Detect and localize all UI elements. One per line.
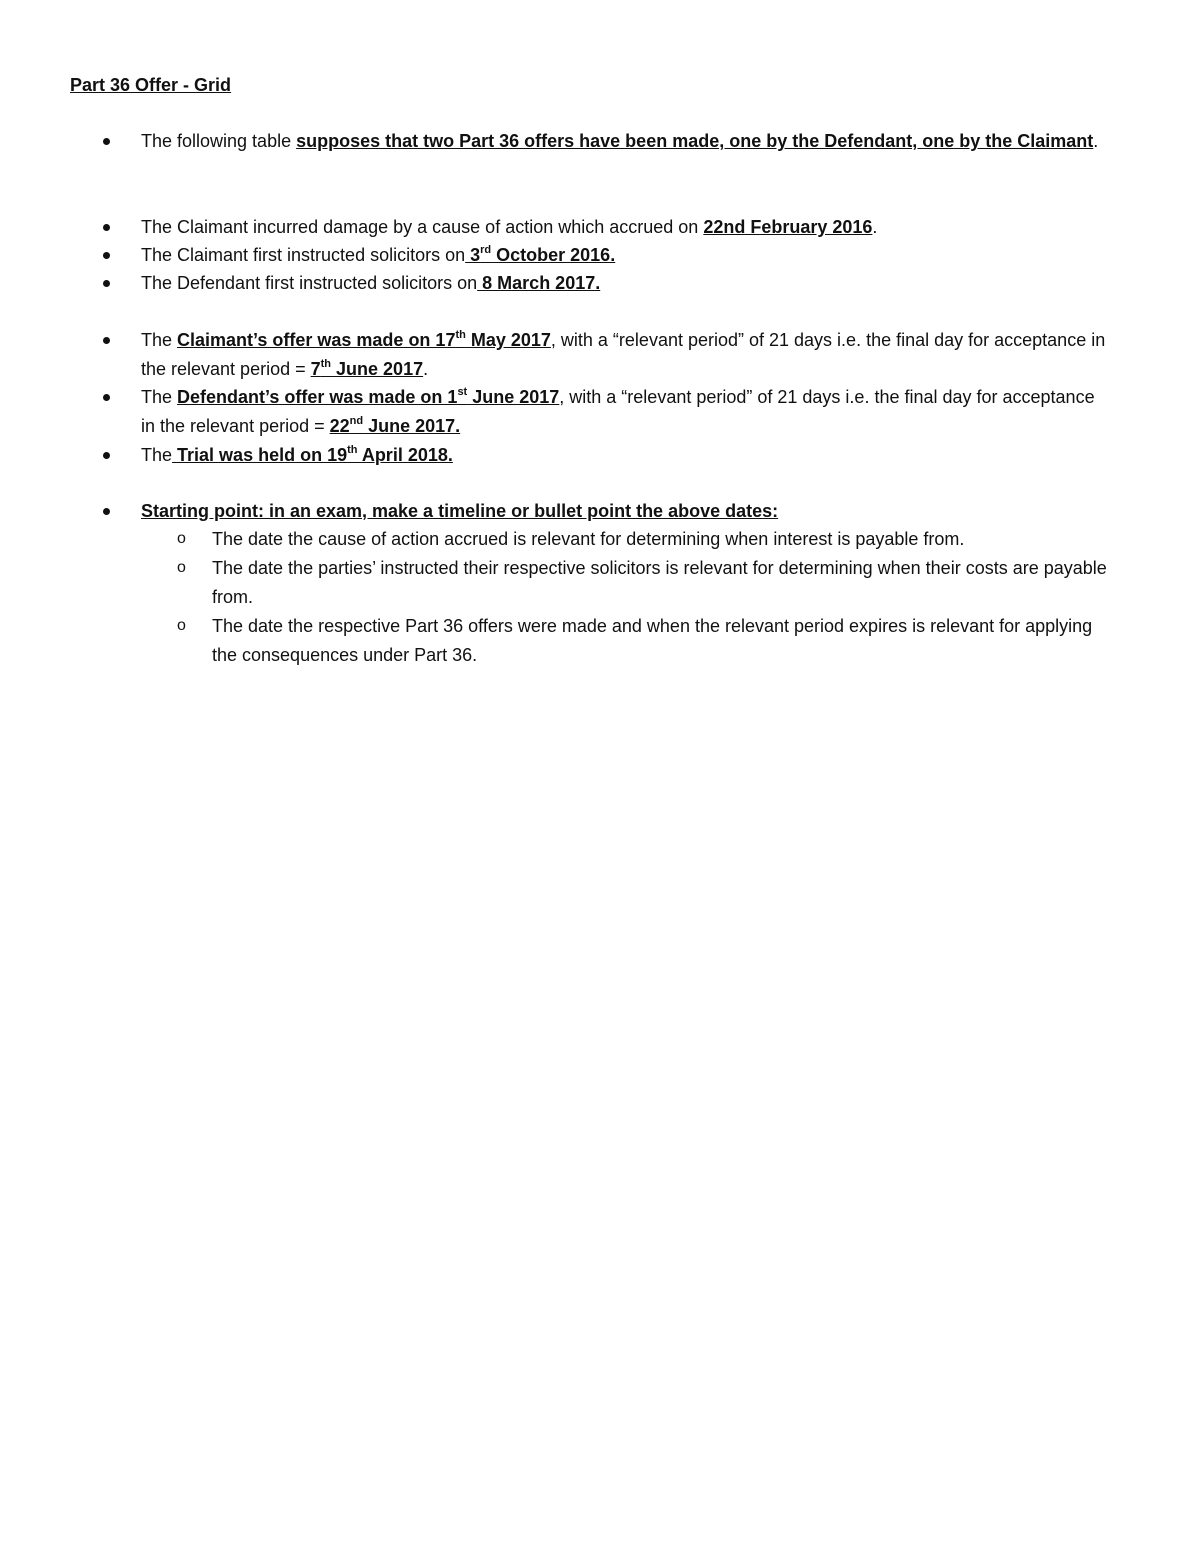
item-emphasis (177, 387, 559, 407)
date-suffix: th (320, 357, 332, 370)
item-text: The following table (141, 131, 297, 151)
date-suffix: nd (349, 414, 364, 427)
date-suffix: rd (480, 244, 492, 256)
list-item (141, 441, 1111, 470)
bullet-dot-icon (103, 280, 110, 287)
date-day: 3 (465, 245, 481, 265)
item-text: The (141, 387, 178, 407)
date-rest: October 2016. (491, 245, 616, 265)
sub-list-item (177, 612, 1112, 669)
offer-text: Claimant’s offer was made on 17 (177, 330, 456, 350)
bullet-dot-icon (103, 394, 110, 401)
sub-item-text: The date the respective Part 36 offers were made and when the relevant period expires is relevant for applying the consequences under Part 36. (212, 616, 1093, 665)
circle-bullet-icon: o (177, 559, 186, 576)
item-emphasis (177, 330, 551, 350)
item-emphasis: supposes that two Part 36 offers have been made, one by the Defendant, one by the Claimant (296, 131, 1094, 151)
item-emphasis (172, 445, 453, 465)
date-suffix: st (457, 386, 468, 398)
item-text: . (423, 358, 429, 379)
bullet-dot-icon (103, 138, 110, 145)
list-item (141, 241, 1111, 270)
list-item (141, 269, 1111, 298)
item-text: The (141, 445, 173, 465)
item-text: The Defendant first instructed solicitors on (141, 273, 478, 293)
offer-date: June 2017 (467, 387, 560, 407)
sub-list-item (177, 554, 1112, 611)
item-emphasis: 8 March 2017. (477, 273, 601, 293)
circle-bullet-icon: o (177, 617, 186, 634)
date-day: 22 (329, 415, 350, 436)
item-text: The (141, 330, 178, 350)
sub-item-text: The date the cause of action accrued is relevant for determining when interest is payable from. (212, 529, 965, 549)
circle-bullet-icon: o (177, 530, 186, 547)
item-emphasis (465, 245, 615, 265)
list-item (141, 497, 1111, 526)
document-title: Part 36 Offer - Grid (70, 75, 232, 95)
date-suffix: th (455, 329, 466, 341)
list-item (141, 213, 1111, 242)
date-day: 7 (310, 358, 321, 379)
bullet-dot-icon (103, 452, 110, 459)
date-suffix: th (347, 444, 358, 456)
bullet-dot-icon (103, 508, 110, 515)
offer-text: Defendant’s offer was made on 1 (177, 387, 458, 407)
item-text: The Claimant incurred damage by a cause of action which accrued on (141, 217, 704, 237)
offer-date: May 2017 (465, 330, 551, 350)
list-item (141, 383, 1111, 440)
bullet-dot-icon (103, 337, 110, 344)
trial-date: April 2018. (357, 445, 453, 465)
sub-list-item (177, 525, 1112, 554)
item-emphasis: 22nd February 2016 (703, 217, 873, 237)
item-text: , with a “relevant period” of 21 days i.e. the final day for acceptance in the relevant period = (141, 387, 1095, 436)
item-emphasis: Starting point: in an exam, make a timeline or bullet point the above dates: (141, 501, 779, 521)
trial-text: Trial was held on 19 (172, 445, 348, 465)
list-item (141, 127, 1111, 156)
item-text: . (872, 217, 878, 237)
item-emphasis (330, 416, 461, 436)
date-rest: June 2017. (363, 415, 461, 436)
bullet-dot-icon (103, 252, 110, 259)
item-text: . (1093, 131, 1099, 151)
item-text: , with a “relevant period” of 21 days i.e. the final day for acceptance in the relevant period = (141, 330, 1106, 379)
item-text: The Claimant first instructed solicitors on (141, 245, 466, 265)
sub-item-text: The date the parties’ instructed their respective solicitors is relevant for determining when their costs are payable from. (212, 558, 1107, 607)
list-item (141, 326, 1111, 383)
item-emphasis (311, 359, 423, 379)
date-rest: June 2017 (331, 358, 424, 379)
bullet-dot-icon (103, 224, 110, 231)
